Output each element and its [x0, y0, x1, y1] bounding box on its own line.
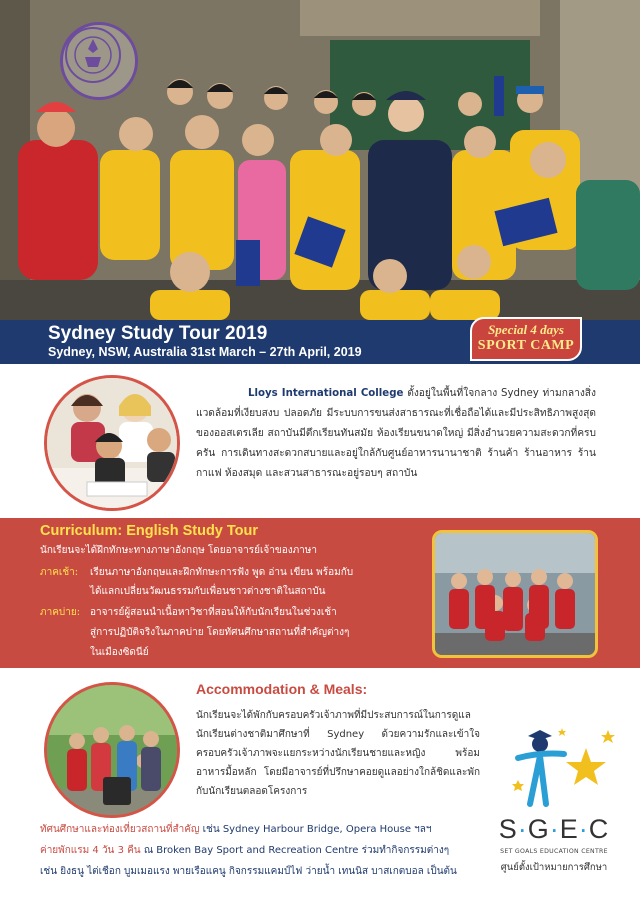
badge-label: SPORT CAMP: [477, 338, 575, 353]
logo-subtitle: SET GOALS EDUCATION CENTRE: [500, 848, 608, 855]
host-family-photo: [44, 682, 180, 818]
logo-letter-g: G: [527, 814, 550, 844]
logo-thai-name: ศูนย์ตั้งเป้าหมายการศึกษา: [500, 862, 608, 873]
star-figure-icon: [488, 722, 620, 814]
intro-paragraph: [196, 384, 596, 484]
afternoon-label: ภาคบ่าย:: [40, 607, 81, 618]
college-name: Lloys International College: [248, 388, 404, 399]
hero-photo: [0, 0, 640, 320]
accommodation-heading: Accommodation & Meals:: [196, 681, 368, 697]
afternoon-text-2: สู่การปฏิบัติจริงในภาคบ่าย โดยทัศนศึกษาสถานที่สำคัญต่างๆ: [90, 627, 350, 638]
footer-line-2: [40, 843, 449, 859]
logo-letter-c: C: [588, 814, 610, 844]
footer-line-3: เช่น ยิงธนู ไต่เชือก บูมเมอแรง พายเรือแคนู กิจกรรมแคมป์ไฟ ว่ายน้ำ เทนนิส บาสเกตบอล เป็นต้น: [40, 866, 457, 877]
footer-line-1-text: เช่น Sydney Harbour Bridge, Opera House ฯลฯ: [199, 824, 432, 835]
sport-camp-badge: [470, 317, 582, 361]
tour-dates: Sydney, NSW, Australia 31st March – 27th April, 2019: [48, 345, 362, 359]
afternoon-text-1: อาจารย์ผู้สอนนำเนื้อหาวิชาที่สอนให้กับนักเรียนในช่วงเช้า: [90, 607, 337, 618]
sgec-letters: S·G·E·C: [498, 814, 610, 844]
curriculum-heading: Curriculum: English Study Tour: [40, 523, 259, 539]
intro-text: ตั้งอยู่ในพื้นที่ใจกลาง Sydney ท่ามกลางสิ่งแวดล้อมที่เงียบสงบ ปลอดภัย มีระบบการขนส่งสาธารณะที่เชื่อถือได้และมีประสิทธิภาพสูงสุดของออสเตรเลีย สถาบันมีตึกเรียนทันสมัย ห้องเรียนขนาดใหญ่ มีสิ่งอำนวยความสะดวกที่ครบครัน การเดินทางสะดวกสบายและอยู่ใกล้กับศูนย์อาหารนานาชาติ ร้านค้า ร้านอาหาร ร้านกาแฟ ห้องสมุด และสวนสาธารณะอยู่รอบๆ สถาบัน: [196, 388, 596, 479]
street-group-photo: [432, 530, 598, 658]
footer-line-1: [40, 822, 432, 838]
footer-line-2-text: ณ Broken Bay Sport and Recreation Centre ร่วมทำกิจกรรมต่างๆ: [140, 845, 450, 856]
logo-letter-s: S: [498, 814, 518, 844]
badge-days: Special 4 days: [488, 322, 564, 337]
tour-title: Sydney Study Tour 2019: [48, 323, 268, 344]
institution-seal-icon: [60, 22, 138, 100]
curriculum-intro: นักเรียนจะได้ฝึกทักษะทางภาษาอังกฤษ โดยอาจารย์เจ้าของภาษา: [40, 545, 318, 556]
footer-line-2-highlight: ค่ายพักแรม 4 วัน 3 คืน: [40, 845, 141, 856]
morning-text-1: เรียนภาษาอังกฤษและฝึกทักษะการฟัง พูด อ่าน เขียน พร้อมกับ: [90, 567, 354, 578]
morning-label: ภาคเช้า:: [40, 567, 79, 578]
morning-text-2: ได้แลกเปลี่ยนวัฒนธรรมกับเพื่อนชาวต่างชาติในสถาบัน: [90, 586, 326, 597]
sgec-logo: [488, 722, 620, 892]
accommodation-text: นักเรียนจะได้พักกับครอบครัวเจ้าภาพที่มีประสบการณ์ในการดูแลนักเรียนต่างชาติมาศึกษาที่ Sydney ด้วยความรักและเข้าใจ ครอบครัวเจ้าภาพจะแยกระหว่างนักเรียนชายและหญิง พร้อมอาหารมื้อหลัก โดยมีอาจารย์ที่ปรึกษาคอยดูแลอย่างใกล้ชิดและพักกับนักเรียนตลอดโครงการ: [196, 710, 480, 797]
logo-letter-e: E: [559, 814, 579, 844]
afternoon-text-3: ในเมืองซิดนีย์: [90, 647, 149, 658]
footer-line-1-highlight: ทัศนศึกษาและท่องเที่ยวสถานที่สำคัญ: [40, 824, 200, 835]
classroom-photo: [44, 375, 180, 511]
